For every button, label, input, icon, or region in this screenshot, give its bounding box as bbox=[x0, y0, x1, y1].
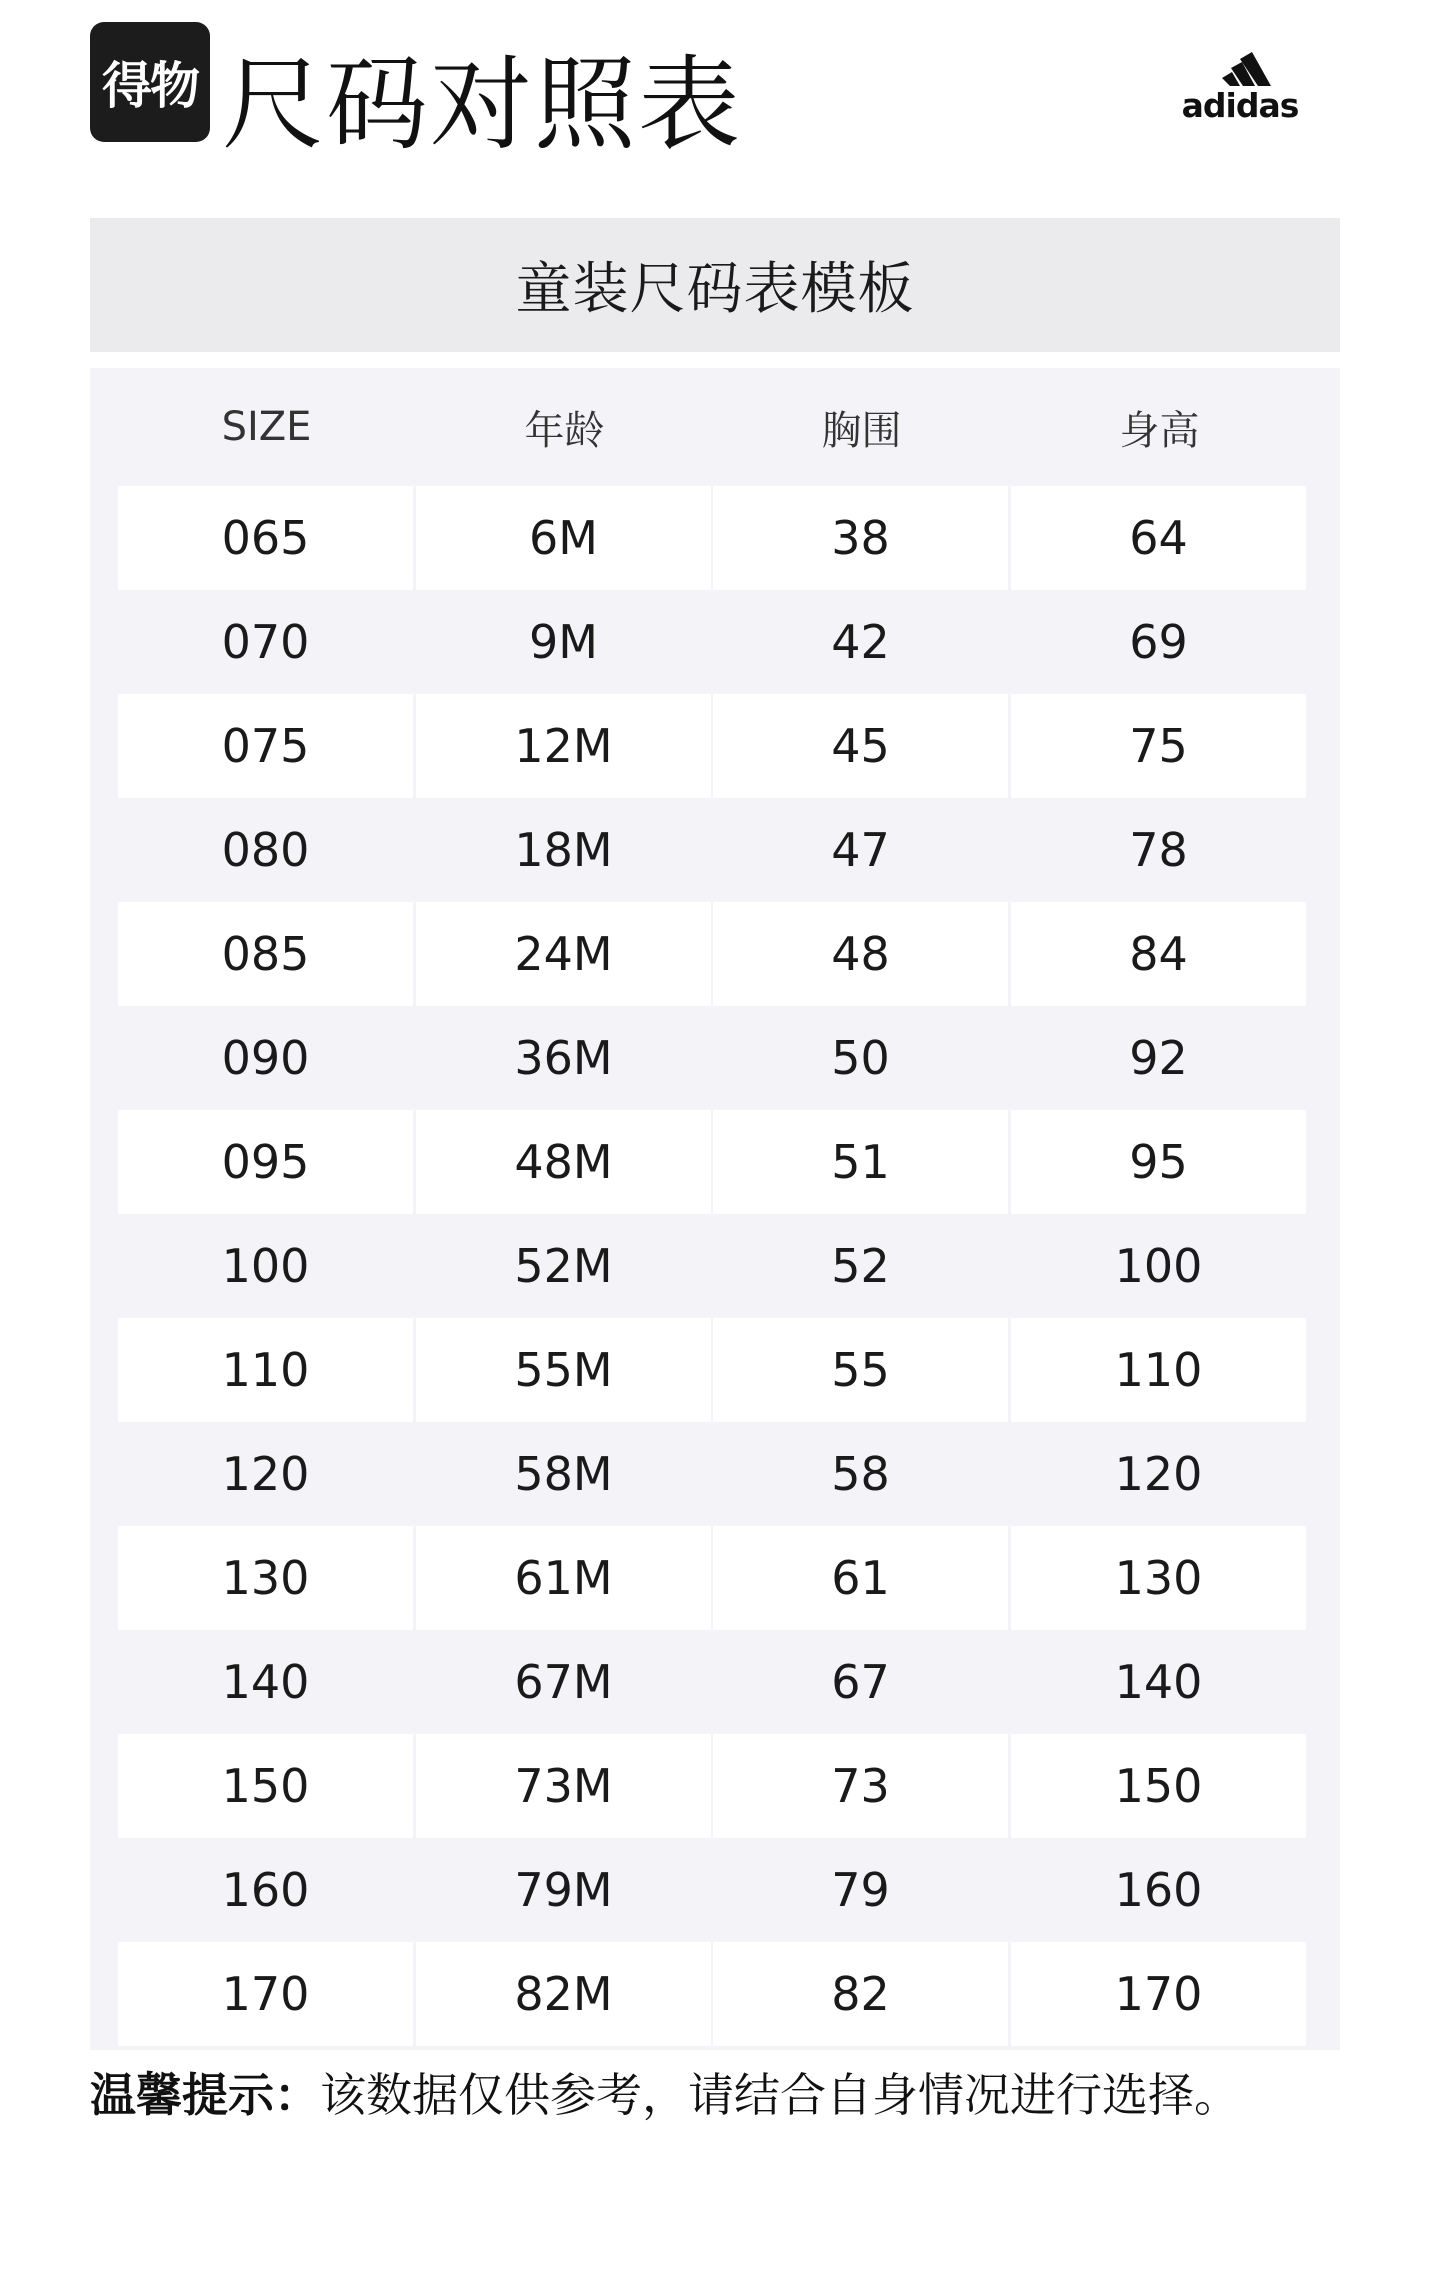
cell-height: 95 bbox=[1011, 1110, 1306, 1214]
cell-size: 100 bbox=[221, 1239, 310, 1293]
cell-age: 6M bbox=[416, 486, 711, 590]
table-row bbox=[118, 1318, 1308, 1422]
column-header-chest: 胸围 bbox=[821, 407, 902, 454]
size-table bbox=[90, 368, 1340, 2050]
cell-height: 130 bbox=[1011, 1526, 1306, 1630]
cell-height: 160 bbox=[1114, 1863, 1203, 1917]
cell-chest: 38 bbox=[713, 486, 1008, 590]
cell-age: 55M bbox=[416, 1318, 711, 1422]
cell-chest: 79 bbox=[831, 1863, 890, 1917]
table-row bbox=[118, 1214, 1308, 1318]
cell-age: 61M bbox=[416, 1526, 711, 1630]
cell-age: 67M bbox=[514, 1655, 613, 1709]
cell-size: 140 bbox=[221, 1655, 310, 1709]
cell-age: 73M bbox=[416, 1734, 711, 1838]
column-header-age: 年龄 bbox=[524, 407, 605, 454]
table-row bbox=[118, 1734, 1308, 1838]
tip-text: 该数据仅供参考，请结合自身情况进行选择。 bbox=[320, 2068, 1240, 2122]
cell-height: 92 bbox=[1129, 1031, 1188, 1085]
table-row bbox=[118, 798, 1308, 902]
brand-name: adidas bbox=[1181, 86, 1299, 125]
cell-size: 065 bbox=[118, 486, 413, 590]
cell-height: 75 bbox=[1011, 694, 1306, 798]
table-row bbox=[118, 694, 1308, 798]
cell-size: 090 bbox=[221, 1031, 310, 1085]
app-logo-text: 得物 bbox=[102, 57, 198, 115]
dewu-app-logo bbox=[90, 22, 210, 142]
cell-height: 170 bbox=[1011, 1942, 1306, 2046]
cell-size: 080 bbox=[221, 823, 310, 877]
cell-size: 130 bbox=[118, 1526, 413, 1630]
cell-chest: 61 bbox=[713, 1526, 1008, 1630]
cell-chest: 73 bbox=[713, 1734, 1008, 1838]
cell-age: 48M bbox=[416, 1110, 711, 1214]
cell-chest: 48 bbox=[713, 902, 1008, 1006]
table-row bbox=[118, 1526, 1308, 1630]
cell-age: 36M bbox=[514, 1031, 613, 1085]
cell-chest: 82 bbox=[713, 1942, 1008, 2046]
cell-chest: 52 bbox=[831, 1239, 890, 1293]
cell-age: 82M bbox=[416, 1942, 711, 2046]
cell-size: 150 bbox=[118, 1734, 413, 1838]
cell-age: 9M bbox=[529, 615, 598, 669]
cell-size: 120 bbox=[221, 1447, 310, 1501]
page-title: 尺码对照表 bbox=[222, 46, 742, 165]
cell-size: 160 bbox=[221, 1863, 310, 1917]
table-row bbox=[118, 590, 1308, 694]
column-header-height: 身高 bbox=[1119, 407, 1200, 454]
cell-height: 100 bbox=[1114, 1239, 1203, 1293]
cell-chest: 42 bbox=[831, 615, 890, 669]
cell-size: 110 bbox=[118, 1318, 413, 1422]
table-title: 童装尺码表模板 bbox=[90, 218, 1340, 352]
cell-chest: 67 bbox=[831, 1655, 890, 1709]
cell-age: 24M bbox=[416, 902, 711, 1006]
cell-height: 110 bbox=[1011, 1318, 1306, 1422]
cell-age: 18M bbox=[514, 823, 613, 877]
cell-height: 69 bbox=[1129, 615, 1188, 669]
cell-size: 170 bbox=[118, 1942, 413, 2046]
cell-size: 070 bbox=[221, 615, 310, 669]
cell-size: 075 bbox=[118, 694, 413, 798]
cell-chest: 45 bbox=[713, 694, 1008, 798]
table-row bbox=[118, 1942, 1308, 2046]
cell-chest: 58 bbox=[831, 1447, 890, 1501]
tip-note bbox=[90, 2060, 1390, 2130]
table-row bbox=[118, 902, 1308, 1006]
table-row bbox=[118, 1110, 1308, 1214]
cell-height: 84 bbox=[1011, 902, 1306, 1006]
cell-chest: 51 bbox=[713, 1110, 1008, 1214]
cell-height: 64 bbox=[1011, 486, 1306, 590]
table-row bbox=[118, 1838, 1308, 1942]
adidas-three-stripes-icon bbox=[1180, 40, 1300, 90]
adidas-logo bbox=[1180, 40, 1320, 130]
cell-size: 085 bbox=[118, 902, 413, 1006]
cell-size: 095 bbox=[118, 1110, 413, 1214]
cell-height: 120 bbox=[1114, 1447, 1203, 1501]
cell-age: 12M bbox=[416, 694, 711, 798]
cell-chest: 47 bbox=[831, 823, 890, 877]
cell-age: 79M bbox=[514, 1863, 613, 1917]
cell-age: 52M bbox=[514, 1239, 613, 1293]
cell-height: 140 bbox=[1114, 1655, 1203, 1709]
table-row bbox=[118, 1422, 1308, 1526]
cell-height: 150 bbox=[1011, 1734, 1306, 1838]
table-row bbox=[118, 1630, 1308, 1734]
cell-height: 78 bbox=[1129, 823, 1188, 877]
column-header-size: SIZE bbox=[221, 404, 312, 450]
table-row bbox=[118, 486, 1308, 590]
table-row bbox=[118, 1006, 1308, 1110]
table-header-row bbox=[90, 368, 1340, 486]
cell-chest: 50 bbox=[831, 1031, 890, 1085]
cell-age: 58M bbox=[514, 1447, 613, 1501]
cell-chest: 55 bbox=[713, 1318, 1008, 1422]
tip-label: 温馨提示： bbox=[90, 2068, 320, 2122]
